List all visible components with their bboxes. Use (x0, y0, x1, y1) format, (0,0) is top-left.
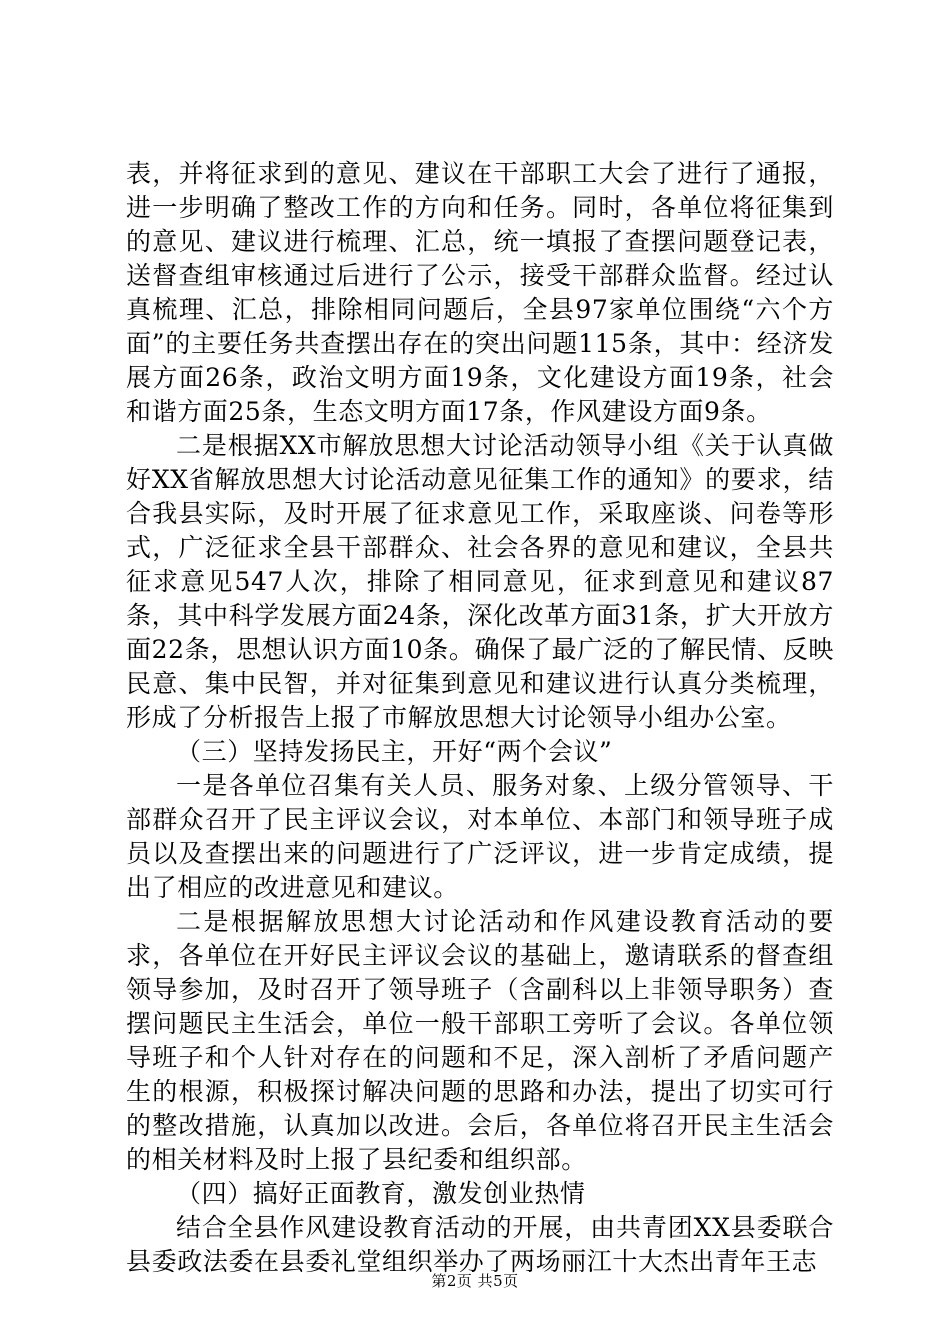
paragraph-opinion-collection: 二是根据XX市解放思想大讨论活动领导小组《关于认真做好XX省解放思想大讨论活动意见征集工作的通知》的要求，结合我县实际，及时开展了征求意见工作，采取座谈、问卷等形式，广泛征求全县干部群众、社会各界的意见和建议，全县共征求意见547人次，排除了相同意见，征求到意见和建议87条，其中科学发展方面24条，深化改革方面31条，扩大开放方面22条，思想认识方面10条。确保了最广泛的了解民情、反映民意、集中民智，并对征集到意见和建议进行认真分类梳理，形成了分析报告上报了市解放思想大讨论领导小组办公室。 (126, 431, 834, 732)
body-text (126, 157, 834, 1279)
section-heading-three: （三）坚持发扬民主，开好“两个会议” (176, 737, 613, 766)
paragraph-education-activity: 结合全县作风建设教育活动的开展，由共青团XX县委联合县委政法委在县委礼堂组织举办了两场丽江十大杰出青年王志 (126, 1213, 834, 1276)
section-heading-four: （四）搞好正面教育，激发创业热情 (176, 1179, 586, 1208)
paragraph-democratic-life-meeting: 二是根据解放思想大讨论活动和作风建设教育活动的要求，各单位在开好民主评议会议的基础上，邀请联系的督查组领导参加，及时召开了领导班子（含副科以上非领导职务）查摆问题民主生活会，单位一般干部职工旁听了会议。各单位领导班子和个人针对存在的问题和不足，深入剖析了矛盾问题产生的根源，积极探讨解决问题的思路和办法，提出了切实可行的整改措施，认真加以改进。会后，各单位将召开民主生活会的相关材料及时上报了县纪委和组织部。 (126, 907, 834, 1174)
paragraph-continuation: 表，并将征求到的意见、建议在干部职工大会了进行了通报，进一步明确了整改工作的方向和任务。同时，各单位将征集到的意见、建议进行梳理、汇总，统一填报了查摆问题登记表，送督查组审核通过后进行了公示，接受干部群众监督。经过认真梳理、汇总，排除相同问题后，全县97家单位围绕“六个方面”的主要任务共查摆出存在的突出问题115条，其中：经济发展方面26条，政治文明方面19条，文化建设方面19条，社会和谐方面25条，生态文明方面17条，作风建设方面9条。 (126, 159, 834, 426)
paragraph-democratic-review: 一是各单位召集有关人员、服务对象、上级分管领导、干部群众召开了民主评议会议，对本单位、本部门和领导班子成员以及查摆出来的问题进行了广泛评议，进一步肯定成绩，提出了相应的改进意见和建议。 (126, 771, 834, 902)
page-number-footer: 第2页 共5页 (431, 1272, 519, 1290)
